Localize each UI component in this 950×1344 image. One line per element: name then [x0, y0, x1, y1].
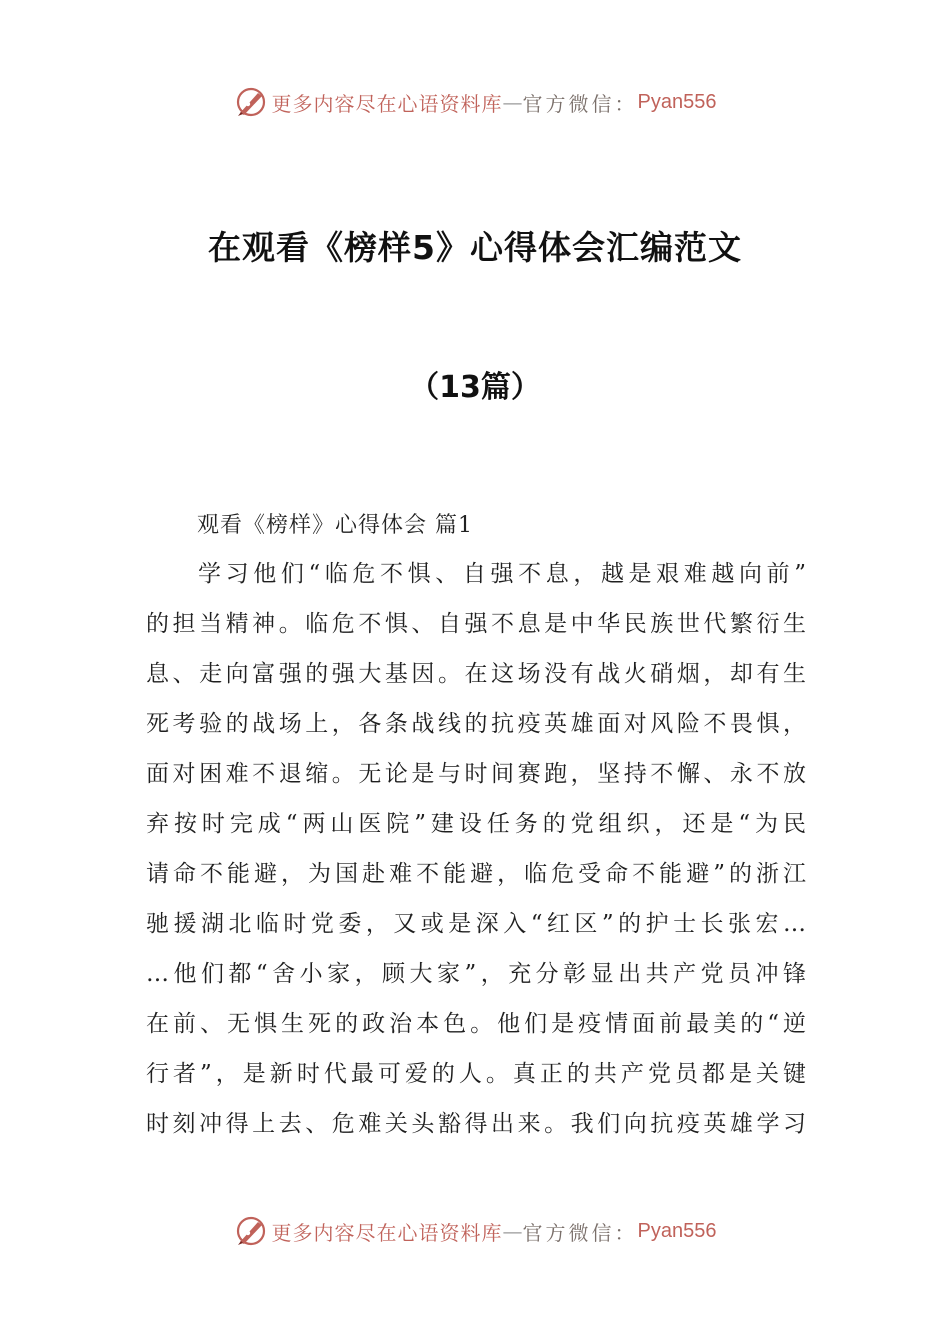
body-line: 请命不能避，为国赴难不能避，临危受命不能避”的浙江: [146, 861, 806, 887]
footer-watermark-banner: [0, 1211, 950, 1251]
body-line: 死考验的战场上，各条战线的抗疫英雄面对风险不畏惧，: [146, 711, 806, 737]
body-line: 在前、无惧生死的政治本色。他们是疫情面前最美的“逆: [146, 1011, 806, 1037]
body-line: 息、走向富强的强大基因。在这场没有战火硝烟，却有生: [146, 661, 806, 687]
banner-brand-text: 更多内容尽在心语资料库: [271, 91, 503, 116]
banner-separator: —: [502, 1219, 523, 1243]
body-line: 学习他们“临危不惧、自强不息，越是艰难越向前”: [198, 561, 806, 587]
body-line: 时刻冲得上去、危难关头豁得出来。我们向抗疫英雄学习: [146, 1111, 806, 1137]
banner-separator: —: [502, 90, 523, 114]
banner-brand-text: 更多内容尽在心语资料库: [271, 1220, 503, 1245]
pen-circle-logo-icon: [234, 85, 268, 119]
body-line: …他们都“舍小家，顾大家”，充分彰显出共产党员冲锋: [146, 961, 806, 987]
banner-wechat-label: 官方微信：: [522, 1220, 638, 1245]
body-line: 面对困难不退缩。无论是与时间赛跑，坚持不懈、永不放: [146, 761, 806, 787]
body-text: [146, 549, 806, 1149]
header-watermark-banner: [0, 82, 950, 122]
banner-wechat-label: 官方微信：: [522, 91, 638, 116]
body-line: 驰援湖北临时党委，又或是深入“红区”的护士长张宏…: [146, 911, 806, 937]
body-line: 弃按时完成“两山医院”建设任务的党组织，还是“为民: [146, 811, 806, 837]
pen-circle-logo-icon: [234, 1214, 268, 1248]
body-line: 行者”，是新时代最可爱的人。真正的共产党员都是关键: [146, 1061, 806, 1087]
banner-wechat-id: Pyan556: [637, 90, 717, 113]
document-subtitle: （13篇）: [409, 370, 541, 405]
body-line: 的担当精神。临危不惧、自强不息是中华民族世代繁衍生: [146, 611, 806, 637]
banner-wechat-id: Pyan556: [637, 1219, 717, 1242]
document-title: 在观看《榜样5》心得体会汇编范文: [208, 228, 742, 267]
section-heading: 观看《榜样》心得体会 篇1: [197, 513, 473, 538]
